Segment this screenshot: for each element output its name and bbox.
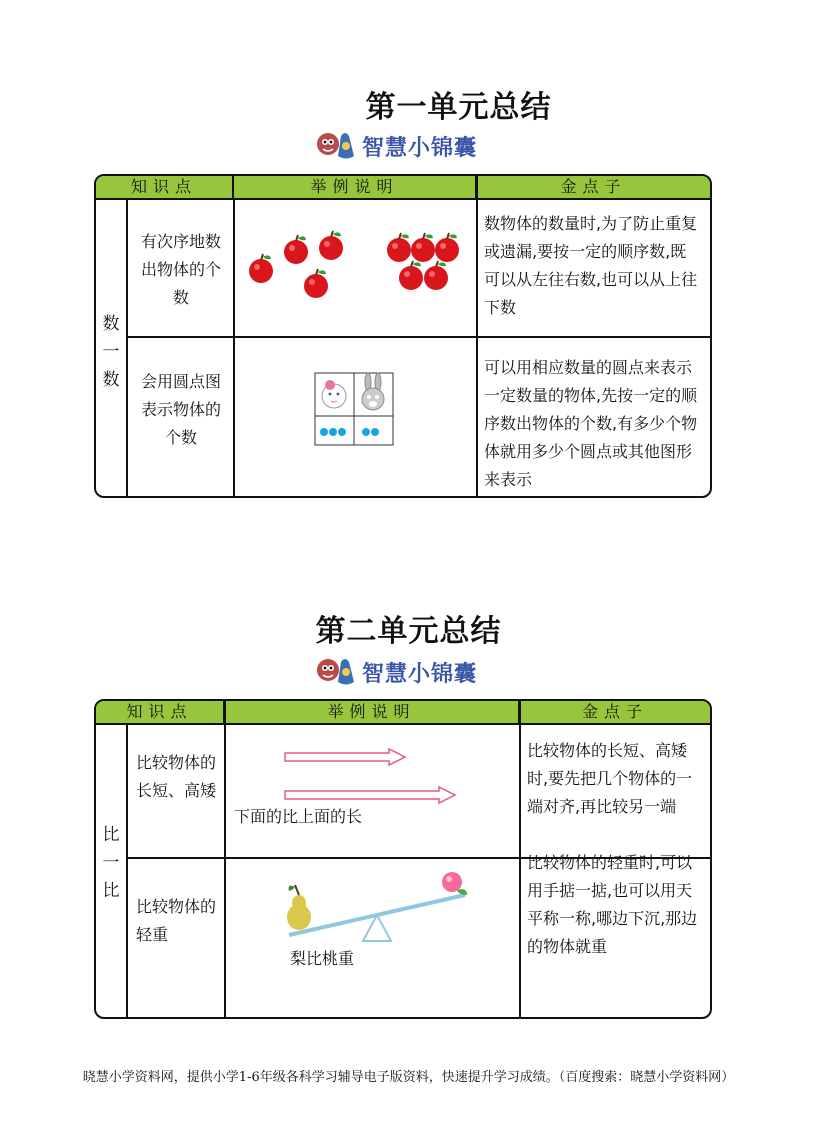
header-cell: 金点子 (560, 177, 627, 196)
unit2-subtitle (314, 652, 477, 692)
header-cell: 知识点 (96, 176, 234, 198)
divider (126, 200, 128, 496)
mascot-icon (314, 652, 358, 692)
seesaw-illustration (271, 865, 481, 945)
tip-text: 可以用相应数量的圆点来表示一定数量的物体,先按一定的顺序数出物体的个数,有多少个物体就用多少个圆点或其他图形来表示 (484, 358, 698, 489)
knowledge-point: 会用圆点图表示物体的个数 (140, 372, 221, 447)
divider (126, 725, 128, 1017)
tip-text: 比较物体的轻重时,可以用手掂一掂,也可以用天平称一称,哪边下沉,那边的物体就重 (527, 853, 698, 956)
dot-diagram (314, 372, 394, 446)
topic-label: 比一比 (102, 825, 120, 901)
header-cell: 知识点 (96, 701, 225, 723)
knowledge-point: 比较物体的长短、高矮 (136, 753, 217, 800)
subtitle-text: 智慧小锦囊 (362, 661, 478, 687)
divider (519, 701, 521, 1017)
subtitle-text: 智慧小锦囊 (362, 135, 478, 161)
unit1-title: 第一单元总结 (365, 90, 552, 125)
tip-text: 比较物体的长短、高矮时,要先把几个物体的一端对齐,再比较另一端 (527, 741, 693, 816)
table-header (96, 701, 710, 725)
divider (224, 701, 226, 1017)
unit1-subtitle (314, 126, 477, 166)
unit2-table (94, 699, 712, 1019)
header-cell: 举例说明 (234, 176, 477, 198)
divider (233, 200, 235, 496)
table-header (96, 176, 710, 200)
header-cell: 金点子 (581, 702, 648, 721)
unit2-title: 第二单元总结 (315, 614, 502, 649)
arrows-illustration (281, 741, 461, 811)
knowledge-point: 比较物体的轻重 (136, 897, 217, 944)
apples-illustration (241, 226, 471, 306)
example-caption: 下面的比上面的长 (234, 807, 363, 826)
divider (126, 336, 710, 338)
pear-icon (287, 885, 311, 930)
knowledge-point: 有次序地数出物体的个数 (140, 232, 221, 307)
example-caption: 梨比桃重 (290, 949, 355, 968)
topic-label: 数一数 (102, 314, 120, 390)
footer-note: 晓慧小学资料网，提供小学1-6年级各科学习辅导电子版资料，快速提升学习成绩。（百度搜索：晓慧小学资料网） (82, 1070, 735, 1085)
peach-icon (442, 872, 467, 895)
unit1-table (94, 174, 712, 498)
tip-text: 数物体的数量时,为了防止重复或遗漏,要按一定的顺序数,既可以从左往右数,也可以从上往下数 (484, 214, 698, 317)
header-cell: 举例说明 (225, 701, 520, 723)
mascot-icon (314, 126, 358, 166)
